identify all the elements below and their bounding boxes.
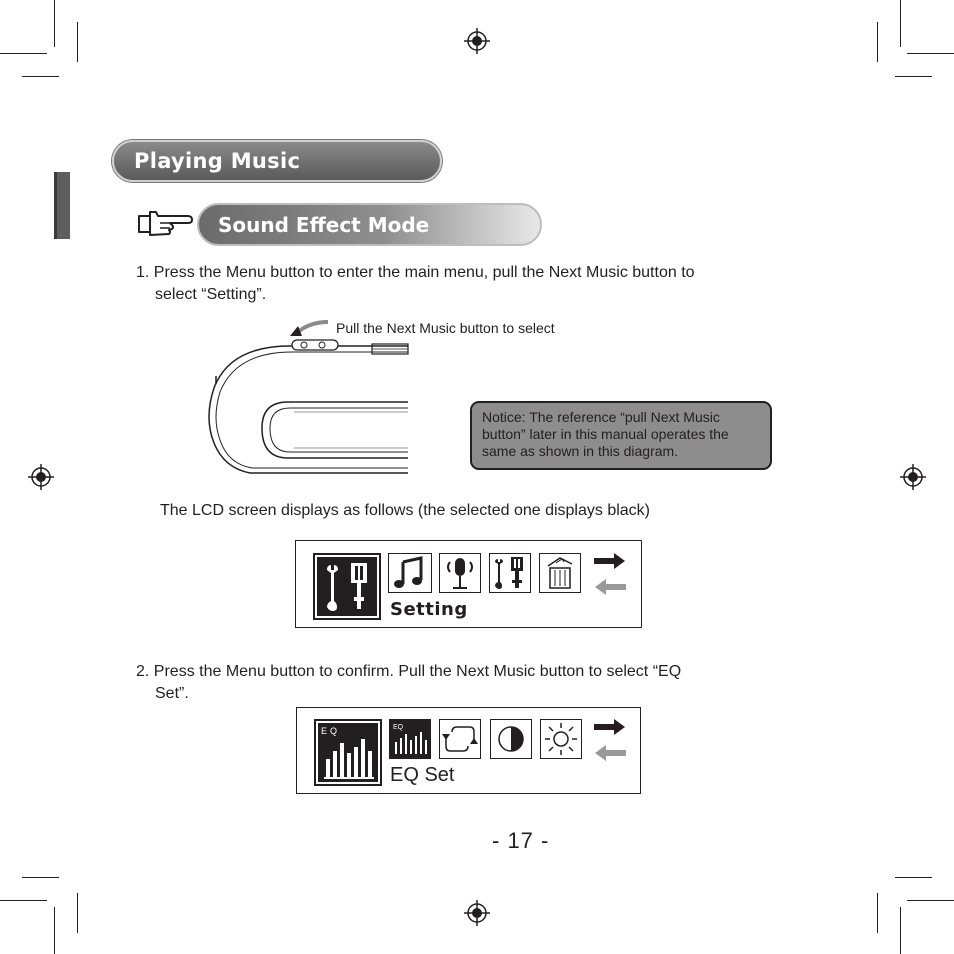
lcd-selected-label: Setting (390, 599, 468, 620)
step-2-text-cont: Set”. (155, 685, 189, 702)
crop-mark (907, 53, 954, 54)
crop-mark (895, 76, 932, 77)
registration-mark-icon (464, 28, 490, 54)
selected-setting-icon (313, 553, 381, 620)
registration-mark-icon (900, 464, 926, 490)
crop-mark (0, 53, 47, 54)
lcd-screen-setting (295, 540, 642, 628)
crop-mark (877, 893, 878, 933)
subsection-title: Sound Effect Mode (218, 213, 430, 237)
brightness-icon (540, 719, 582, 759)
section-title: Playing Music (134, 149, 301, 173)
trash-icon (539, 553, 581, 593)
lcd-screen-eq-set (296, 707, 641, 794)
step-1-text-cont: select “Setting”. (155, 286, 267, 303)
crop-mark (77, 22, 78, 62)
notice-box: Notice: The reference “pull Next Music button” later in this manual operates the same as shown in this diagram. (470, 401, 772, 470)
repeat-icon (439, 719, 481, 759)
crop-mark (0, 900, 47, 901)
contrast-icon (490, 719, 532, 759)
microphone-icon (439, 553, 481, 593)
device-diagram (200, 318, 420, 478)
pointing-hand-icon (136, 208, 194, 238)
crop-mark (54, 0, 55, 47)
step-1-text: 1. Press the Menu button to enter the main menu, pull the Next Music button to (136, 264, 695, 281)
diagram-caption: Pull the Next Music button to select (336, 320, 555, 336)
registration-mark-icon (464, 900, 490, 926)
setting-icon (489, 553, 531, 593)
music-note-icon (388, 553, 432, 593)
crop-mark (22, 877, 59, 878)
lcd-intro-text: The LCD screen displays as follows (the selected one displays black) (160, 502, 651, 519)
crop-mark (54, 907, 55, 954)
registration-mark-icon (28, 464, 54, 490)
crop-mark (900, 0, 901, 47)
arrow-right-icon (594, 719, 626, 735)
lcd-selected-label: EQ Set (390, 764, 455, 786)
eq-icon-label: EQ (321, 726, 341, 736)
crop-mark (900, 907, 901, 954)
arrow-left-icon (594, 579, 626, 595)
arrow-right-icon (594, 553, 626, 569)
crop-mark (895, 877, 932, 878)
side-tab-marker (54, 172, 70, 239)
arrow-left-icon (594, 745, 626, 761)
page-number: - 17 - (492, 828, 550, 853)
svg-text:EQ: EQ (393, 724, 404, 731)
crop-mark (22, 76, 59, 77)
step-2-text: 2. Press the Menu button to confirm. Pull the Next Music button to select “EQ (136, 663, 682, 680)
crop-mark (877, 22, 878, 62)
crop-mark (907, 900, 954, 901)
crop-mark (77, 893, 78, 933)
selected-eq-icon (314, 719, 382, 786)
eq-icon (389, 719, 431, 759)
